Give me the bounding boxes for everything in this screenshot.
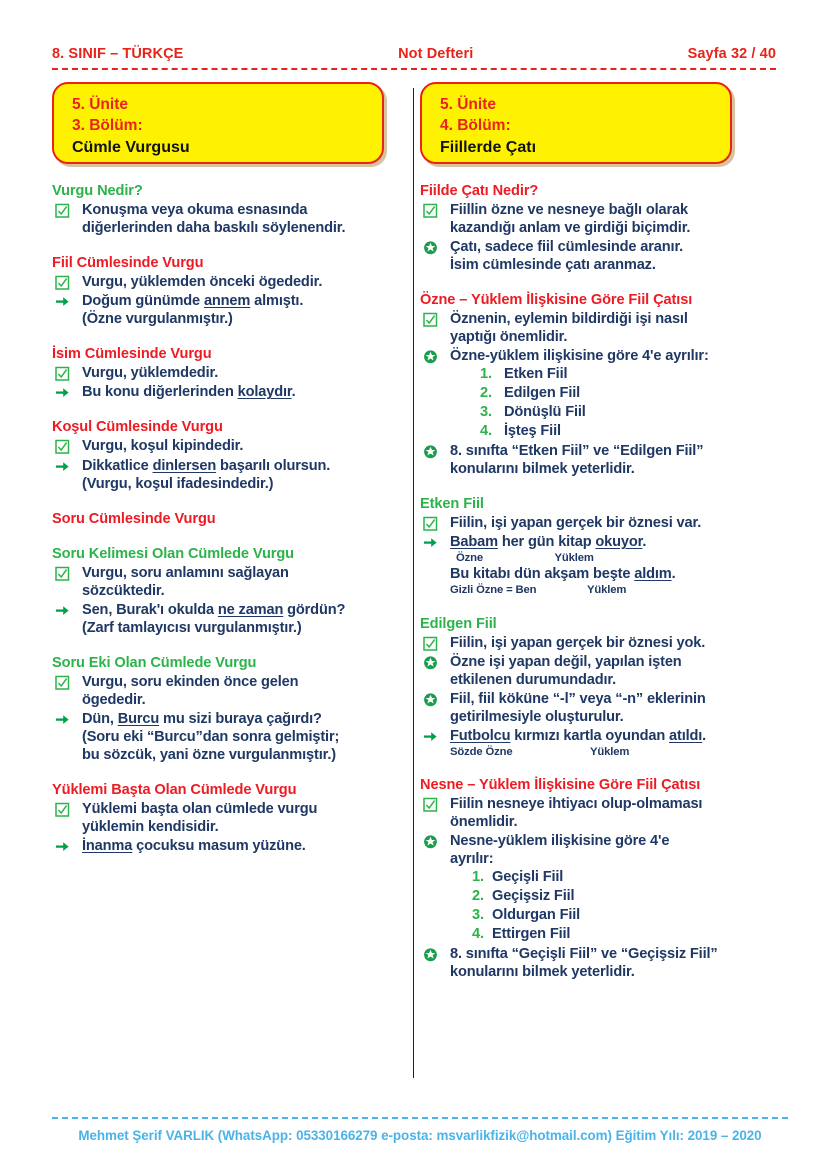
sublist-label: Etken Fiil	[504, 366, 568, 383]
content-block	[52, 654, 384, 764]
header-divider-line	[52, 68, 776, 70]
page-header	[52, 0, 776, 62]
item-continuation: konularını bilmek yeterlidir.	[450, 461, 635, 478]
list-item	[420, 945, 732, 981]
item-continuation: önemlidir.	[450, 813, 518, 830]
right-unit-title: Fiillerde Çatı	[440, 138, 537, 156]
content-block	[52, 418, 384, 492]
right-unit-box	[420, 82, 732, 164]
block-item-list	[52, 673, 384, 764]
item-continuation: yüklemin kendisidir.	[82, 819, 219, 836]
sublist-label: Edilgen Fiil	[504, 385, 581, 402]
sublist-item	[450, 403, 732, 422]
list-item	[420, 201, 732, 237]
block-heading: Fiilde Çatı Nedir?	[420, 183, 539, 199]
item-text-emphasis: Futbolcu	[450, 727, 511, 744]
sublist-label: İşteş Fiil	[504, 423, 561, 440]
item-text: Vurgu, soru anlamını sağlayan	[82, 564, 289, 581]
item-text: mu sizi buraya çağırdı?	[159, 710, 322, 727]
checkbox-icon	[55, 566, 70, 581]
item-text: almıştı.	[250, 293, 304, 310]
item-text-emphasis: Burcu	[117, 710, 160, 727]
header-class-subject: 8. SINIF – TÜRKÇE	[52, 46, 184, 62]
item-continuation: ögededir.	[82, 691, 146, 708]
list-item	[420, 653, 732, 689]
list-item	[420, 727, 732, 759]
sentence-annotation: Özne Yüklem	[450, 552, 594, 565]
sublist-number: 3.	[480, 404, 492, 421]
item-continuation: konularını bilmek yeterlidir.	[450, 963, 635, 980]
arrow-icon	[55, 712, 70, 727]
item-text: gördün?	[283, 601, 346, 618]
sublist-label: Geçişsiz Fiil	[492, 887, 575, 904]
content-block	[52, 182, 384, 237]
block-heading: Nesne – Yüklem İlişkisine Göre Fiil Çatısı	[420, 776, 701, 793]
item-text: Vurgu, koşul kipindedir.	[82, 438, 244, 455]
item-text: 8. sınıfta “Geçişli Fiil” ve “Geçişsiz Fiil”	[450, 945, 718, 962]
left-unit-title: Cümle Vurgusu	[72, 138, 190, 156]
item-text-emphasis: aldım	[634, 566, 672, 583]
star-icon	[423, 947, 438, 962]
block-item-list	[52, 800, 384, 855]
star-icon	[423, 834, 438, 849]
list-item	[52, 457, 384, 493]
sublist-number: 4.	[472, 925, 484, 942]
numbered-sublist	[450, 868, 732, 944]
content-block	[420, 615, 732, 759]
arrow-icon	[423, 535, 438, 550]
block-item-list	[52, 273, 384, 328]
list-item	[420, 533, 732, 597]
content-block	[420, 182, 732, 274]
block-heading: Özne – Yüklem İlişkisine Göre Fiil Çatısı	[420, 292, 693, 309]
sublist-number: 4.	[480, 423, 492, 440]
sublist-label: Dönüşlü Fiil	[504, 404, 586, 421]
left-unit-label: 5. Ünite	[72, 96, 128, 113]
item-text: Fiilin nesneye ihtiyacı olup-olmaması	[450, 795, 703, 812]
item-text: Özne-yüklem ilişkisine göre 4'e ayrılır:	[450, 348, 709, 365]
list-item	[52, 364, 384, 382]
list-item	[420, 832, 732, 944]
list-item	[52, 800, 384, 836]
footer-credit: Mehmet Şerif VARLIK (WhatsApp: 05330166279 e-posta: msvarlikfizik@hotmail.com) Eğitim Yılı: 2019 – 2020	[78, 1128, 762, 1143]
item-text: çocuksu masum yüzüne.	[132, 838, 306, 855]
content-block	[420, 495, 732, 597]
list-item	[420, 238, 732, 274]
list-item	[420, 442, 732, 478]
item-text: Konuşma veya okuma esnasında	[82, 202, 308, 219]
item-text: Özne işi yapan değil, yapılan işten	[450, 653, 682, 670]
list-item	[420, 310, 732, 346]
item-continuation: (Zarf tamlayıcısı vurgulanmıştır.)	[82, 619, 302, 636]
block-heading: Vurgu Nedir?	[52, 183, 143, 199]
item-continuation: kazandığı anlam ve girdiği biçimdir.	[450, 220, 691, 237]
block-heading: Soru Kelimesi Olan Cümlede Vurgu	[52, 545, 294, 562]
item-text: Bu konu diğerlerinden	[82, 384, 238, 401]
sublist-label: Ettirgen Fiil	[492, 925, 571, 942]
checkbox-icon	[423, 516, 438, 531]
arrow-icon	[423, 729, 438, 744]
item-text-emphasis: annem	[203, 293, 251, 310]
block-item-list	[420, 514, 732, 597]
left-blocks	[52, 182, 384, 855]
sublist-item	[450, 384, 732, 403]
list-item	[52, 601, 384, 637]
item-text: Nesne-yüklem ilişkisine göre 4'e	[450, 832, 670, 849]
item-text: her gün kitap	[497, 534, 596, 551]
arrow-icon	[55, 385, 70, 400]
block-heading: Fiil Cümlesinde Vurgu	[52, 255, 204, 272]
sentence-annotation: Sözde Özne Yüklem	[450, 745, 630, 758]
item-text: .	[702, 727, 707, 744]
item-continuation: diğerlerinden daha baskılı söylenendir.	[82, 220, 346, 237]
item-text: Vurgu, yüklemdedir.	[82, 365, 219, 382]
item-text: başarılı olursun.	[216, 457, 331, 474]
right-column	[392, 82, 732, 981]
sublist-label: Oldurgan Fiil	[492, 906, 581, 923]
sublist-item	[450, 365, 732, 384]
block-heading: Koşul Cümlesinde Vurgu	[52, 419, 223, 436]
header-doc-title: Not Defteri	[398, 46, 474, 62]
content-columns	[52, 82, 776, 981]
content-block	[52, 345, 384, 401]
block-item-list	[420, 310, 732, 478]
content-block	[52, 545, 384, 637]
arrow-icon	[55, 294, 70, 309]
star-icon	[423, 655, 438, 670]
content-block	[52, 510, 384, 528]
item-text: .	[642, 534, 647, 551]
sublist-number: 1.	[472, 869, 484, 886]
item-continuation: (Özne vurgulanmıştır.)	[82, 311, 233, 328]
block-item-list	[52, 437, 384, 492]
sublist-item	[450, 868, 732, 887]
item-continuation	[450, 565, 732, 583]
left-column	[52, 82, 392, 981]
item-text: kırmızı kartla oyundan	[510, 727, 670, 744]
list-item	[52, 710, 384, 764]
item-continuation: İsim cümlesinde çatı aranmaz.	[450, 257, 656, 274]
item-text: Bu kitabı dün akşam beşte	[450, 566, 635, 583]
block-heading: Etken Fiil	[420, 496, 484, 513]
right-section-label: 4. Bölüm:	[440, 117, 511, 135]
item-text: Dikkatlice	[82, 457, 153, 474]
sublist-label: Geçişli Fiil	[492, 869, 564, 886]
block-heading: Soru Eki Olan Cümlede Vurgu	[52, 654, 257, 671]
item-text: 8. sınıfta “Etken Fiil” ve “Edilgen Fiil”	[450, 443, 704, 460]
arrow-icon	[55, 603, 70, 618]
sublist-item	[450, 906, 732, 925]
list-item	[52, 201, 384, 237]
left-unit-box	[52, 82, 384, 164]
star-icon	[423, 349, 438, 364]
item-continuation: (Soru eki “Burcu”dan sonra gelmiştir;	[82, 728, 340, 745]
item-text: Vurgu, yüklemden önceki ögededir.	[82, 274, 323, 291]
checkbox-icon	[423, 203, 438, 218]
block-item-list	[420, 201, 732, 274]
checkbox-icon	[423, 636, 438, 651]
list-item	[52, 837, 384, 855]
item-text-emphasis: okuyor	[595, 534, 643, 551]
item-text: Doğum günümde	[82, 293, 204, 310]
item-text: Çatı, sadece fiil cümlesinde aranır.	[450, 239, 684, 256]
item-text: Yüklemi başta olan cümlede vurgu	[82, 801, 318, 818]
star-icon	[423, 240, 438, 255]
checkbox-icon	[55, 675, 70, 690]
block-heading: İsim Cümlesinde Vurgu	[52, 346, 212, 363]
item-text-emphasis: kolaydır	[237, 384, 292, 401]
item-text-emphasis: ne zaman	[217, 601, 284, 618]
item-continuation: ayrılır:	[450, 851, 494, 867]
content-block	[420, 291, 732, 478]
item-text: .	[291, 384, 296, 401]
checkbox-icon	[55, 366, 70, 381]
left-section-label: 3. Bölüm:	[72, 117, 143, 135]
column-divider	[413, 88, 414, 1078]
checkbox-icon	[55, 439, 70, 454]
content-block	[52, 254, 384, 328]
sublist-number: 3.	[472, 906, 484, 923]
checkbox-icon	[55, 275, 70, 290]
item-text-emphasis: İnanma	[82, 838, 133, 855]
sublist-item	[450, 887, 732, 906]
sublist-item	[450, 925, 732, 944]
item-text-emphasis: atıldı	[669, 727, 703, 744]
item-text: Fiilin, işi yapan gerçek bir öznesi yok.	[450, 634, 706, 651]
item-continuation: sözcüktedir.	[82, 582, 165, 599]
item-continuation: (Vurgu, koşul ifadesindedir.)	[82, 475, 274, 492]
list-item	[420, 634, 732, 652]
block-heading: Edilgen Fiil	[420, 615, 497, 632]
star-icon	[423, 444, 438, 459]
list-item	[52, 273, 384, 291]
sublist-number: 1.	[480, 366, 492, 383]
item-text: .	[671, 566, 676, 583]
item-continuation: etkilenen durumundadır.	[450, 671, 617, 688]
item-text-emphasis: Babam	[450, 534, 498, 551]
numbered-sublist	[450, 365, 732, 441]
block-item-list	[52, 564, 384, 637]
block-heading: Soru Cümlesinde Vurgu	[52, 510, 216, 527]
item-continuation: yaptığı önemlidir.	[450, 329, 568, 346]
item-text: Dün,	[82, 710, 118, 727]
list-item	[420, 795, 732, 831]
item-text: Fiilin, işi yapan gerçek bir öznesi var.	[450, 515, 702, 532]
block-heading: Yüklemi Başta Olan Cümlede Vurgu	[52, 781, 297, 798]
star-icon	[423, 692, 438, 707]
item-continuation: bu sözcük, yani özne vurgulanmıştır.)	[82, 746, 336, 763]
content-block	[420, 776, 732, 981]
right-blocks	[420, 182, 732, 981]
item-text: Vurgu, soru ekinden önce gelen	[82, 673, 299, 690]
block-item-list	[420, 634, 732, 759]
checkbox-icon	[55, 802, 70, 817]
item-text: Öznenin, eylemin bildirdiği işi nasıl	[450, 311, 688, 328]
arrow-icon	[55, 839, 70, 854]
list-item	[52, 564, 384, 600]
list-item	[52, 292, 384, 328]
block-item-list	[420, 795, 732, 981]
item-continuation: getirilmesiyle oluşturulur.	[450, 708, 624, 725]
item-text: Fiillin özne ve nesneye bağlı olarak	[450, 202, 688, 219]
header-page-number: Sayfa 32 / 40	[687, 46, 776, 62]
block-item-list	[52, 201, 384, 237]
item-text: Sen, Burak'ı okulda	[82, 601, 218, 618]
block-item-list	[52, 364, 384, 401]
sublist-number: 2.	[472, 887, 484, 904]
list-item	[420, 347, 732, 441]
footer-divider-line	[52, 1117, 788, 1119]
list-item	[52, 673, 384, 709]
sublist-number: 2.	[480, 385, 492, 402]
sublist-item	[450, 422, 732, 441]
list-item	[420, 514, 732, 532]
item-text: Fiil, fiil köküne “-l” veya “-n” eklerinin	[450, 690, 706, 707]
right-unit-label: 5. Ünite	[440, 96, 496, 113]
list-item	[52, 383, 384, 401]
list-item	[52, 437, 384, 455]
checkbox-icon	[55, 203, 70, 218]
content-block	[52, 781, 384, 855]
list-item	[420, 690, 732, 726]
checkbox-icon	[423, 797, 438, 812]
page-footer	[52, 1117, 788, 1143]
sentence-annotation: Gizli Özne = Ben Yüklem	[450, 584, 627, 597]
item-text-emphasis: dinlersen	[152, 457, 217, 474]
checkbox-icon	[423, 312, 438, 327]
arrow-icon	[55, 459, 70, 474]
